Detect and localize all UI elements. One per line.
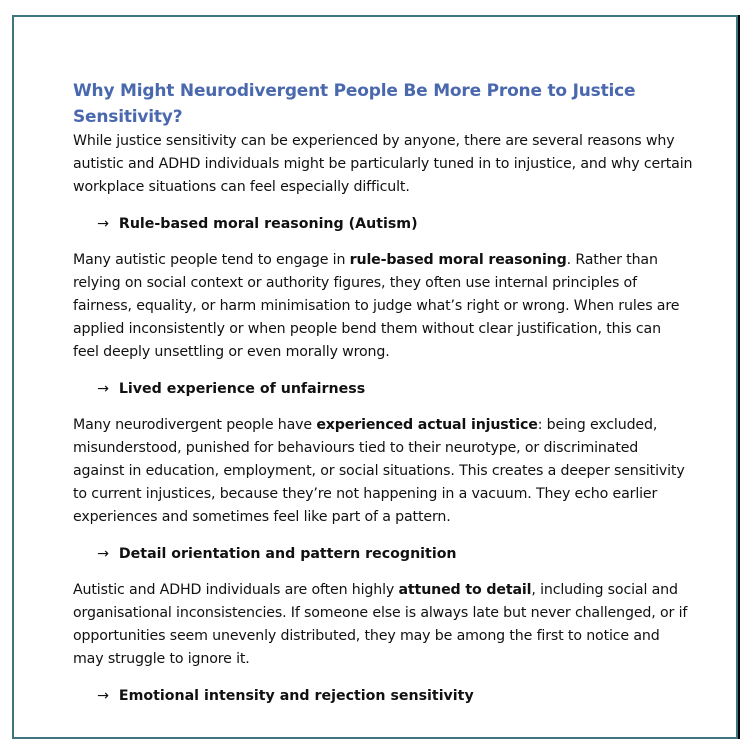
arrow-icon: →	[97, 688, 109, 704]
arrow-icon: →	[97, 216, 109, 232]
paragraph	[73, 579, 713, 671]
text-line: opportunities seem unevenly distributed, they may be among the first to notice and	[73, 628, 660, 644]
text-line: may struggle to ignore it.	[73, 651, 250, 667]
bold-text: attuned to detail	[398, 582, 532, 598]
text-line: feel deeply unsettling or even morally wrong.	[73, 344, 390, 360]
text-line: While justice sensitivity can be experienced by anyone, there are several reasons why	[73, 133, 675, 149]
subheading-lived-experience	[97, 378, 713, 401]
document-content	[73, 78, 713, 721]
text-line: applied inconsistently or when people bend them without clear justification, this can	[73, 321, 661, 337]
text-line: against in education, employment, or social situations. This creates a deeper sensitivity	[73, 463, 685, 479]
text-line: autistic and ADHD individuals might be particularly tuned in to injustice, and why certain	[73, 156, 693, 172]
paragraph	[73, 414, 713, 529]
heading-line: Why Might Neurodivergent People Be More Prone to Justice	[73, 81, 636, 101]
bold-text: rule-based moral reasoning	[349, 252, 567, 268]
text-line: experiences and sometimes feel like part of a pattern.	[73, 509, 451, 525]
subheading-text: Rule-based moral reasoning (Autism)	[118, 216, 418, 232]
text-line: to current injustices, because they’re not happening in a vacuum. They echo earlier	[73, 486, 658, 502]
text: Many neurodivergent people have	[73, 417, 317, 433]
bold-text: experienced actual injustice	[316, 417, 538, 433]
text: : being excluded,	[537, 417, 658, 433]
text: . Rather than	[566, 252, 658, 268]
text-line	[73, 414, 713, 437]
text-line	[73, 579, 713, 602]
subheading-emotional-intensity	[97, 685, 713, 708]
text-line: organisational inconsistencies. If someone else is always late but never challenged, or if	[73, 605, 688, 621]
text-line: misunderstood, punished for behaviours tied to their neurotype, or discriminated	[73, 440, 639, 456]
subheading-detail-orientation	[97, 543, 713, 566]
text: , including social and	[531, 582, 678, 598]
subheading-text: Emotional intensity and rejection sensitivity	[118, 688, 474, 704]
text-line	[73, 249, 713, 272]
text: Many autistic people tend to engage in	[73, 252, 350, 268]
subheading-text: Lived experience of unfairness	[118, 381, 366, 397]
heading-line: Sensitivity?	[73, 107, 183, 127]
text-line: workplace situations can feel especially difficult.	[73, 179, 410, 195]
text-line: fairness, equality, or harm minimisation to judge what’s right or wrong. When rules are	[73, 298, 680, 314]
subheading-rule-based	[97, 213, 713, 236]
arrow-icon: →	[97, 546, 109, 562]
section-heading	[73, 78, 713, 130]
paragraph	[73, 249, 713, 364]
text-line: relying on social context or authority figures, they often use internal principles of	[73, 275, 637, 291]
arrow-icon: →	[97, 381, 109, 397]
subheading-text: Detail orientation and pattern recognition	[118, 546, 457, 562]
intro-paragraph	[73, 130, 713, 199]
text: Autistic and ADHD individuals are often highly	[73, 582, 399, 598]
